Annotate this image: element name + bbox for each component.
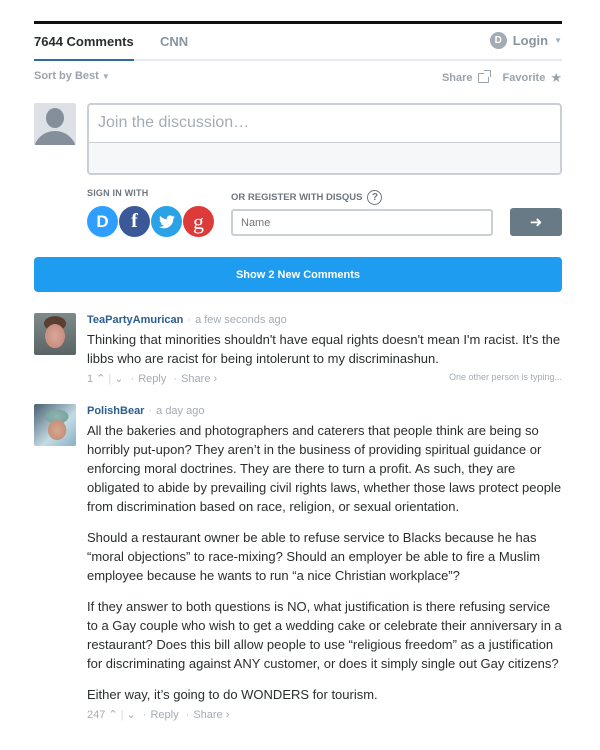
comment-timestamp[interactable]: a day ago xyxy=(156,405,205,417)
upvote-icon[interactable]: ⌃ xyxy=(108,709,118,721)
share-label: Share xyxy=(441,72,473,84)
reply-link[interactable]: Reply xyxy=(138,373,167,385)
share-link[interactable]: Share › xyxy=(193,709,230,721)
login-label: Login xyxy=(512,33,549,48)
vote-count: 1 xyxy=(87,373,94,385)
comment-author[interactable]: PolishBear xyxy=(87,405,145,417)
comment-text: All the bakeries and photographers and caterers that people think are being so horribly put-upon? They aren’t in the business of providing spiritual guidance or enforcing moral doctrines. They are there to turn a profit. As such, they are obligated to abide by prevailing civil rights laws, whether those laws protect people from discrimination based on race, religion, or sexual orientation. Should a restaurant owner be able to refuse service to Blacks because he has “moral objections” to race-mixing? Should an employer be able to fire a Muslim employee because he wants to run “a nice Christian workplace”? If they answer to both questions is NO, what justification is there refusing service to a Gay couple who wish to get a wedding cake or celebrate their anniversary in a restaurant? Does this bill allow people to use “religious freedom” as a justification for discriminating against ANY customer, or does it simply single out Gay citizens? Either way, it’s going to do WONDERS for tourism. xyxy=(87,423,562,702)
google-login-icon[interactable]: g xyxy=(183,206,214,237)
avatar[interactable] xyxy=(34,313,76,355)
show-new-comments-button[interactable]: Show 2 New Comments xyxy=(34,257,562,292)
comment-composer[interactable] xyxy=(87,103,562,175)
avatar[interactable] xyxy=(34,404,76,446)
help-icon[interactable]: ? xyxy=(367,190,382,205)
signin-label: SIGN IN WITH xyxy=(87,188,149,198)
tab-community[interactable]: CNN xyxy=(160,34,189,49)
name-field[interactable] xyxy=(231,209,493,236)
login-menu[interactable] xyxy=(490,32,562,49)
comment-actions: 247 ⌃ | ⌄ · Reply · Share › xyxy=(87,709,230,721)
twitter-login-icon[interactable] xyxy=(151,206,182,237)
comment-actions: 1 ⌃ | ⌄ · Reply · Share › One other person is typing... xyxy=(87,372,562,385)
favorite-button[interactable] xyxy=(503,70,562,86)
share-link[interactable]: Share › xyxy=(181,373,218,385)
thread-nav xyxy=(34,24,562,61)
disqus-login-icon[interactable]: D xyxy=(87,206,118,237)
reply-link[interactable]: Reply xyxy=(150,709,179,721)
facebook-login-icon[interactable]: f xyxy=(119,206,150,237)
favorite-label: Favorite xyxy=(502,72,546,84)
chevron-down-icon: ▼ xyxy=(101,72,110,81)
downvote-icon[interactable]: ⌄ xyxy=(114,373,124,385)
sub-nav xyxy=(34,68,562,86)
tab-comments[interactable]: 7644 Comments xyxy=(34,34,134,49)
upvote-icon[interactable]: ⌃ xyxy=(96,373,106,385)
register-submit-button[interactable] xyxy=(510,208,562,236)
user-silhouette-icon xyxy=(46,108,64,128)
vote-count: 247 xyxy=(87,709,106,721)
social-login-buttons xyxy=(87,206,214,237)
sort-dropdown[interactable] xyxy=(34,70,110,82)
star-icon: ★ xyxy=(550,70,562,85)
downvote-icon[interactable]: ⌄ xyxy=(126,709,136,721)
chevron-down-icon: ▼ xyxy=(554,36,562,45)
sort-label: Sort by Best xyxy=(34,70,99,82)
composer-toolbar xyxy=(89,143,560,175)
share-thread-button[interactable] xyxy=(442,70,489,86)
share-icon xyxy=(478,73,489,83)
guest-avatar xyxy=(34,103,76,145)
arrow-right-icon: ➜ xyxy=(529,214,543,231)
comment-input[interactable]: Join the discussion… xyxy=(89,105,560,143)
register-label: OR REGISTER WITH DISQUS ? xyxy=(231,190,382,205)
comment-author[interactable]: TeaPartyAmurican xyxy=(87,314,184,326)
disqus-logo-icon: D xyxy=(490,32,507,49)
comment-text: Thinking that minorities shouldn't have equal rights doesn't mean I'm racist. It's the libbs who are racist for being intolerunt to my discriminashun. xyxy=(87,332,561,366)
comment-timestamp[interactable]: a few seconds ago xyxy=(195,314,287,326)
typing-indicator: One other person is typing... xyxy=(448,372,562,382)
